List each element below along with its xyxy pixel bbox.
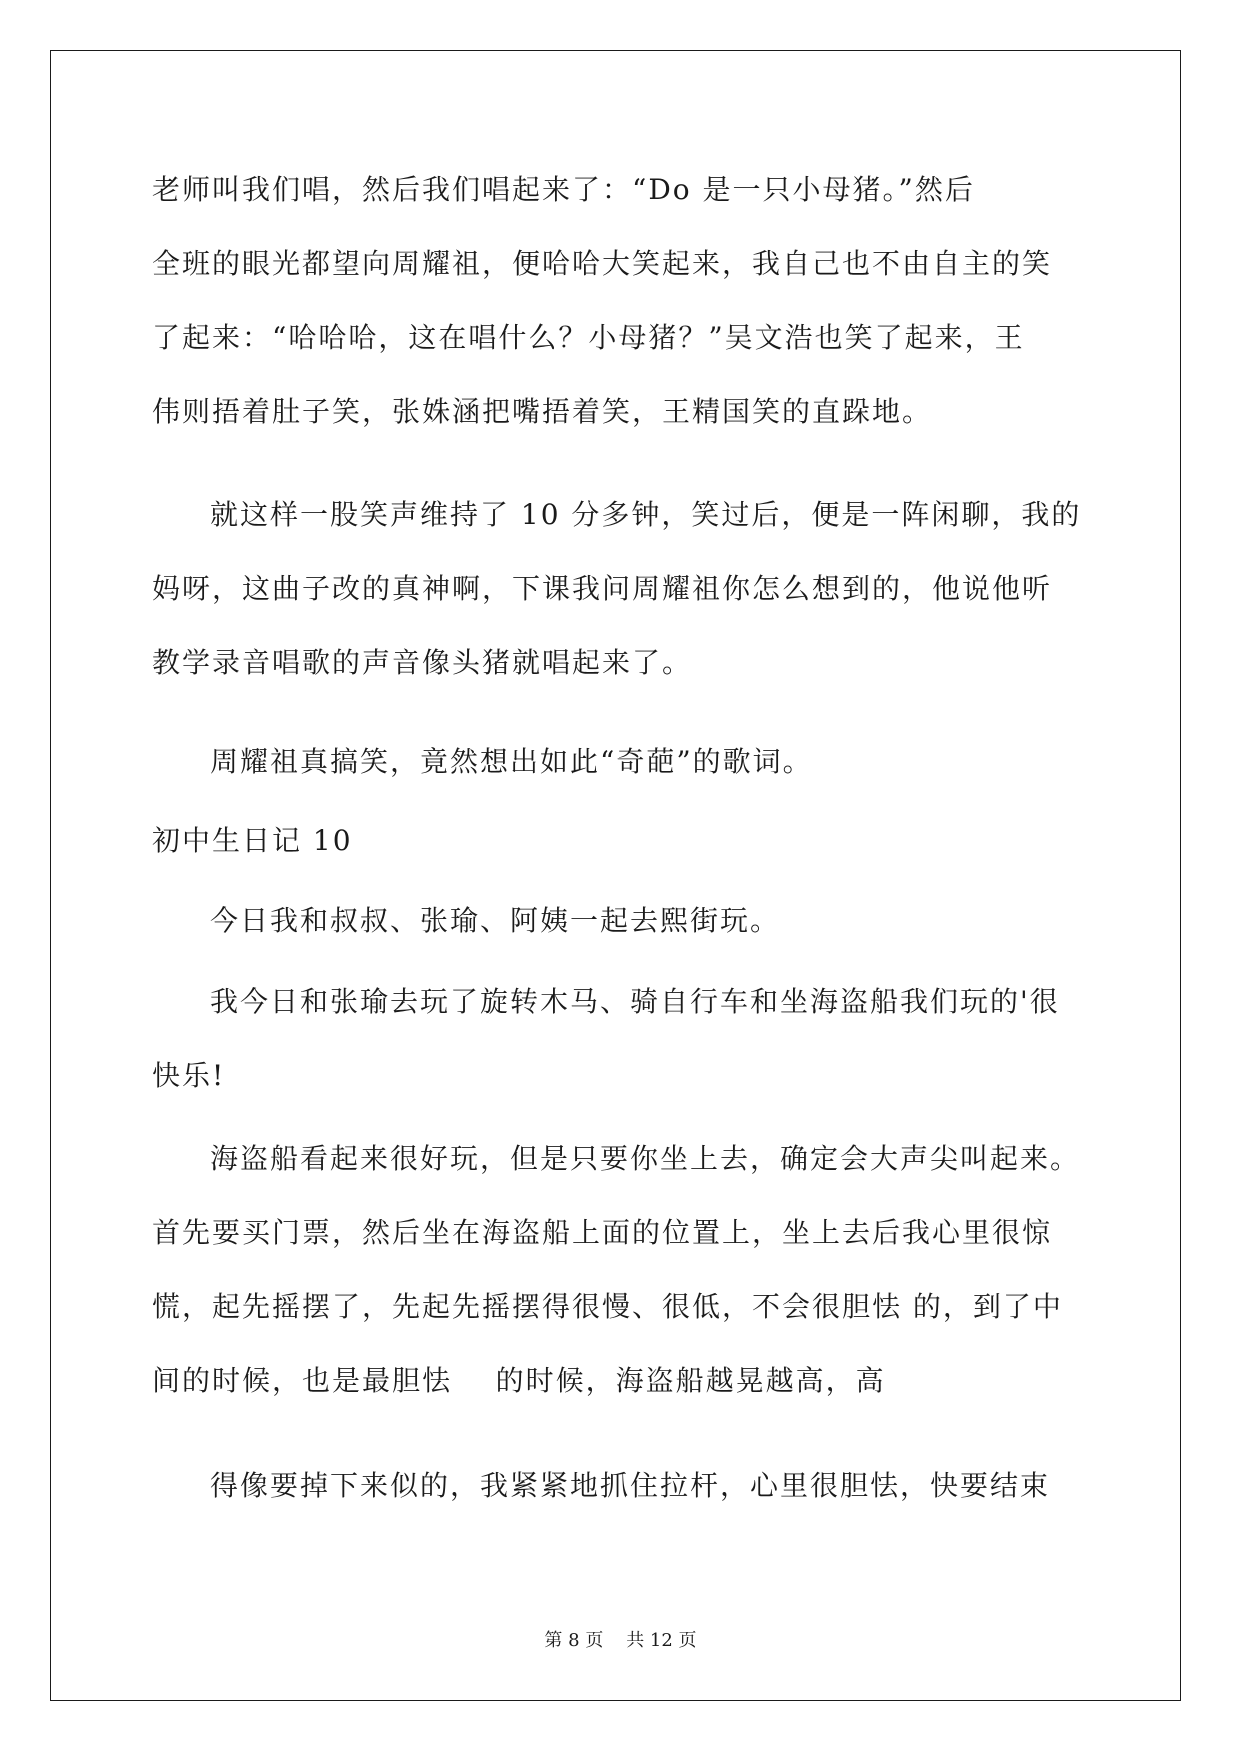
text-line: 海盗船看起来很好玩，但是只要你坐上去，确定会大声尖叫起来。	[210, 1142, 1081, 1175]
text-line: 间的时候，也是最胆怯 的时候，海盗船越晃越高，高	[152, 1364, 886, 1397]
text-line: 今日我和叔叔、张瑜、阿姨一起去熙街玩。	[210, 904, 781, 937]
text-line: 得像要掉下来似的，我紧紧地抓住拉杆，心里很胆怯，快要结束	[210, 1469, 1051, 1502]
section-heading: 初中生日记 10	[152, 824, 353, 857]
text-line: 老师叫我们唱，然后我们唱起来了：“Do 是一只小母猪。”然后	[152, 173, 975, 206]
text-line: 伟则捂着肚子笑，张姝涵把嘴捂着笑，王精国笑的直跺地。	[152, 395, 933, 428]
text-line: 快乐!	[152, 1059, 226, 1092]
text-line: 我今日和张瑜去玩了旋转木马、骑自行车和坐海盗船我们玩的'很	[210, 985, 1060, 1018]
text-line: 全班的眼光都望向周耀祖，便哈哈大笑起来，我自己也不由自主的笑	[152, 247, 1053, 280]
text-line: 教学录音唱歌的声音像头猪就唱起来了。	[152, 646, 693, 679]
text-line: 妈呀，这曲子改的真神啊，下课我问周耀祖你怎么想到的，他说他听	[152, 572, 1053, 605]
page-border	[50, 50, 1181, 1701]
text-line: 了起来：“哈哈哈，这在唱什么？小母猪？”吴文浩也笑了起来，王	[152, 321, 1025, 354]
text-line: 首先要买门票，然后坐在海盗船上面的位置上，坐上去后我心里很惊	[152, 1216, 1053, 1249]
text-line: 周耀祖真搞笑，竟然想出如此“奇葩”的歌词。	[210, 745, 813, 778]
text-line: 慌，起先摇摆了，先起先摇摆得很慢、很低，不会很胆怯 的，到了中	[152, 1290, 1063, 1323]
page-number-footer: 第 8 页 共 12 页	[544, 1630, 697, 1651]
text-line: 就这样一股笑声维持了 10 分多钟，笑过后，便是一阵闲聊，我的	[210, 498, 1082, 531]
